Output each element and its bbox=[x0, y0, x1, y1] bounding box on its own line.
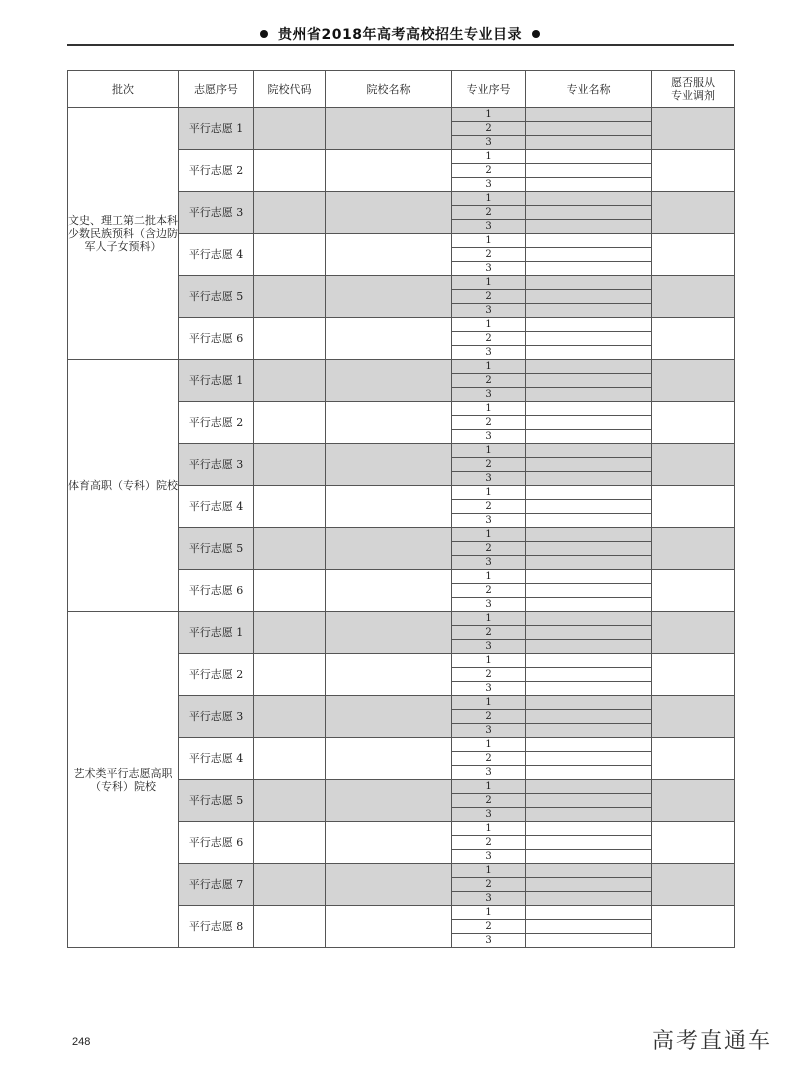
major-name-field[interactable] bbox=[526, 598, 652, 612]
school-code-field[interactable] bbox=[254, 318, 326, 360]
school-name-field[interactable] bbox=[326, 864, 452, 906]
major-seq-number: 3 bbox=[452, 892, 526, 906]
major-seq-number: 3 bbox=[452, 556, 526, 570]
major-seq-number: 2 bbox=[452, 374, 526, 388]
major-name-field[interactable] bbox=[526, 514, 652, 528]
major-seq-number: 3 bbox=[452, 640, 526, 654]
major-seq-number: 3 bbox=[452, 178, 526, 192]
major-name-field[interactable] bbox=[526, 164, 652, 178]
adjust-field[interactable] bbox=[652, 234, 735, 276]
major-name-field[interactable] bbox=[526, 920, 652, 934]
major-name-field[interactable] bbox=[526, 304, 652, 318]
major-seq-number: 2 bbox=[452, 248, 526, 262]
major-seq-number: 1 bbox=[452, 360, 526, 374]
major-name-field[interactable] bbox=[526, 766, 652, 780]
major-name-field[interactable] bbox=[526, 360, 652, 374]
major-seq-number: 1 bbox=[452, 612, 526, 626]
school-name-field[interactable] bbox=[326, 570, 452, 612]
adjust-field[interactable] bbox=[652, 192, 735, 234]
major-seq-number: 2 bbox=[452, 206, 526, 220]
choice-label: 平行志愿 3 bbox=[179, 696, 254, 738]
col-adjust: 愿否服从专业调剂 bbox=[652, 71, 735, 108]
school-name-field[interactable] bbox=[326, 276, 452, 318]
major-name-field[interactable] bbox=[526, 416, 652, 430]
school-code-field[interactable] bbox=[254, 612, 326, 654]
major-name-field[interactable] bbox=[526, 738, 652, 752]
choice-label: 平行志愿 3 bbox=[179, 192, 254, 234]
school-code-field[interactable] bbox=[254, 150, 326, 192]
school-name-field[interactable] bbox=[326, 402, 452, 444]
major-name-field[interactable] bbox=[526, 570, 652, 584]
major-seq-number: 2 bbox=[452, 626, 526, 640]
adjust-field[interactable] bbox=[652, 696, 735, 738]
major-seq-number: 3 bbox=[452, 598, 526, 612]
major-name-field[interactable] bbox=[526, 374, 652, 388]
major-name-field[interactable] bbox=[526, 906, 652, 920]
major-name-field[interactable] bbox=[526, 696, 652, 710]
major-seq-number: 2 bbox=[452, 794, 526, 808]
choice-label: 平行志愿 6 bbox=[179, 570, 254, 612]
school-name-field[interactable] bbox=[326, 360, 452, 402]
school-name-field[interactable] bbox=[326, 906, 452, 948]
major-seq-number: 2 bbox=[452, 878, 526, 892]
col-school-name: 院校名称 bbox=[326, 71, 452, 108]
col-choice-no: 志愿序号 bbox=[179, 71, 254, 108]
school-name-field[interactable] bbox=[326, 738, 452, 780]
major-name-field[interactable] bbox=[526, 444, 652, 458]
bullet-icon bbox=[532, 30, 540, 38]
major-name-field[interactable] bbox=[526, 346, 652, 360]
major-name-field[interactable] bbox=[526, 458, 652, 472]
school-name-field[interactable] bbox=[326, 234, 452, 276]
major-seq-number: 2 bbox=[452, 416, 526, 430]
major-seq-number: 1 bbox=[452, 318, 526, 332]
major-name-field[interactable] bbox=[526, 486, 652, 500]
major-name-field[interactable] bbox=[526, 542, 652, 556]
school-code-field[interactable] bbox=[254, 864, 326, 906]
major-seq-number: 2 bbox=[452, 332, 526, 346]
major-name-field[interactable] bbox=[526, 710, 652, 724]
major-name-field[interactable] bbox=[526, 808, 652, 822]
school-name-field[interactable] bbox=[326, 192, 452, 234]
major-name-field[interactable] bbox=[526, 500, 652, 514]
major-seq-number: 1 bbox=[452, 654, 526, 668]
major-name-field[interactable] bbox=[526, 682, 652, 696]
adjust-field[interactable] bbox=[652, 864, 735, 906]
school-name-field[interactable] bbox=[326, 780, 452, 822]
major-name-field[interactable] bbox=[526, 136, 652, 150]
major-name-field[interactable] bbox=[526, 234, 652, 248]
major-name-field[interactable] bbox=[526, 332, 652, 346]
school-code-field[interactable] bbox=[254, 234, 326, 276]
major-seq-number: 3 bbox=[452, 430, 526, 444]
major-name-field[interactable] bbox=[526, 150, 652, 164]
school-code-field[interactable] bbox=[254, 528, 326, 570]
major-name-field[interactable] bbox=[526, 850, 652, 864]
major-seq-number: 3 bbox=[452, 808, 526, 822]
major-seq-number: 1 bbox=[452, 780, 526, 794]
major-seq-number: 3 bbox=[452, 934, 526, 948]
major-seq-number: 2 bbox=[452, 710, 526, 724]
major-name-field[interactable] bbox=[526, 528, 652, 542]
col-school-code: 院校代码 bbox=[254, 71, 326, 108]
batch-cell: 艺术类平行志愿高职（专科）院校 bbox=[68, 612, 179, 948]
major-seq-number: 3 bbox=[452, 766, 526, 780]
major-name-field[interactable] bbox=[526, 640, 652, 654]
school-name-field[interactable] bbox=[326, 822, 452, 864]
major-name-field[interactable] bbox=[526, 864, 652, 878]
school-code-field[interactable] bbox=[254, 276, 326, 318]
adjust-field[interactable] bbox=[652, 360, 735, 402]
school-name-field[interactable] bbox=[326, 150, 452, 192]
major-name-field[interactable] bbox=[526, 108, 652, 122]
major-name-field[interactable] bbox=[526, 276, 652, 290]
school-code-field[interactable] bbox=[254, 780, 326, 822]
major-seq-number: 3 bbox=[452, 136, 526, 150]
adjust-field[interactable] bbox=[652, 108, 735, 150]
major-name-field[interactable] bbox=[526, 626, 652, 640]
major-seq-number: 3 bbox=[452, 724, 526, 738]
major-seq-number: 3 bbox=[452, 304, 526, 318]
col-major-seq: 专业序号 bbox=[452, 71, 526, 108]
choice-label: 平行志愿 4 bbox=[179, 486, 254, 528]
major-seq-number: 1 bbox=[452, 402, 526, 416]
major-seq-number: 3 bbox=[452, 682, 526, 696]
school-code-field[interactable] bbox=[254, 822, 326, 864]
adjust-field[interactable] bbox=[652, 738, 735, 780]
major-seq-number: 3 bbox=[452, 388, 526, 402]
school-name-field[interactable] bbox=[326, 318, 452, 360]
major-seq-number: 2 bbox=[452, 584, 526, 598]
major-name-field[interactable] bbox=[526, 654, 652, 668]
major-seq-number: 3 bbox=[452, 472, 526, 486]
choice-label: 平行志愿 1 bbox=[179, 612, 254, 654]
major-name-field[interactable] bbox=[526, 248, 652, 262]
major-seq-number: 3 bbox=[452, 850, 526, 864]
major-seq-number: 1 bbox=[452, 822, 526, 836]
major-seq-number: 3 bbox=[452, 514, 526, 528]
major-seq-number: 2 bbox=[452, 752, 526, 766]
major-name-field[interactable] bbox=[526, 472, 652, 486]
major-name-field[interactable] bbox=[526, 206, 652, 220]
adjust-field[interactable] bbox=[652, 528, 735, 570]
major-name-field[interactable] bbox=[526, 220, 652, 234]
major-name-field[interactable] bbox=[526, 556, 652, 570]
major-seq-number: 1 bbox=[452, 864, 526, 878]
major-name-field[interactable] bbox=[526, 878, 652, 892]
adjust-field[interactable] bbox=[652, 906, 735, 948]
adjust-field[interactable] bbox=[652, 822, 735, 864]
adjust-field[interactable] bbox=[652, 402, 735, 444]
page-header bbox=[0, 24, 800, 44]
major-seq-number: 2 bbox=[452, 122, 526, 136]
major-seq-number: 2 bbox=[452, 836, 526, 850]
major-seq-number: 1 bbox=[452, 570, 526, 584]
table-header-row bbox=[68, 71, 735, 108]
major-name-field[interactable] bbox=[526, 388, 652, 402]
school-code-field[interactable] bbox=[254, 192, 326, 234]
batch-cell: 文史、理工第二批本科少数民族预科（含边防军人子女预科） bbox=[68, 108, 179, 360]
major-name-field[interactable] bbox=[526, 780, 652, 794]
school-code-field[interactable] bbox=[254, 360, 326, 402]
school-code-field[interactable] bbox=[254, 402, 326, 444]
school-name-field[interactable] bbox=[326, 612, 452, 654]
col-batch: 批次 bbox=[68, 71, 179, 108]
major-seq-number: 1 bbox=[452, 108, 526, 122]
major-seq-number: 2 bbox=[452, 542, 526, 556]
major-name-field[interactable] bbox=[526, 290, 652, 304]
school-name-field[interactable] bbox=[326, 654, 452, 696]
choice-label: 平行志愿 5 bbox=[179, 276, 254, 318]
watermark: 高考直通车 bbox=[651, 1029, 772, 1054]
school-code-field[interactable] bbox=[254, 444, 326, 486]
table-row bbox=[68, 108, 735, 122]
major-seq-number: 1 bbox=[452, 192, 526, 206]
major-name-field[interactable] bbox=[526, 892, 652, 906]
choice-label: 平行志愿 4 bbox=[179, 738, 254, 780]
choice-label: 平行志愿 5 bbox=[179, 780, 254, 822]
major-seq-number: 1 bbox=[452, 234, 526, 248]
major-seq-number: 2 bbox=[452, 164, 526, 178]
page-number: 248 bbox=[72, 1036, 91, 1048]
adjust-field[interactable] bbox=[652, 318, 735, 360]
major-name-field[interactable] bbox=[526, 612, 652, 626]
major-name-field[interactable] bbox=[526, 836, 652, 850]
major-name-field[interactable] bbox=[526, 934, 652, 948]
school-code-field[interactable] bbox=[254, 486, 326, 528]
adjust-field[interactable] bbox=[652, 780, 735, 822]
major-name-field[interactable] bbox=[526, 822, 652, 836]
col-major-name: 专业名称 bbox=[526, 71, 652, 108]
major-name-field[interactable] bbox=[526, 122, 652, 136]
adjust-field[interactable] bbox=[652, 486, 735, 528]
choice-label: 平行志愿 1 bbox=[179, 360, 254, 402]
major-seq-number: 2 bbox=[452, 458, 526, 472]
choice-label: 平行志愿 2 bbox=[179, 150, 254, 192]
major-seq-number: 1 bbox=[452, 528, 526, 542]
adjust-field[interactable] bbox=[652, 612, 735, 654]
major-seq-number: 2 bbox=[452, 668, 526, 682]
major-seq-number: 1 bbox=[452, 150, 526, 164]
application-form-table bbox=[67, 70, 735, 948]
school-code-field[interactable] bbox=[254, 108, 326, 150]
major-name-field[interactable] bbox=[526, 192, 652, 206]
major-seq-number: 1 bbox=[452, 906, 526, 920]
choice-label: 平行志愿 6 bbox=[179, 822, 254, 864]
major-name-field[interactable] bbox=[526, 752, 652, 766]
major-name-field[interactable] bbox=[526, 794, 652, 808]
major-seq-number: 3 bbox=[452, 220, 526, 234]
major-seq-number: 1 bbox=[452, 444, 526, 458]
major-seq-number: 1 bbox=[452, 696, 526, 710]
choice-label: 平行志愿 6 bbox=[179, 318, 254, 360]
major-name-field[interactable] bbox=[526, 724, 652, 738]
major-name-field[interactable] bbox=[526, 262, 652, 276]
adjust-field[interactable] bbox=[652, 444, 735, 486]
major-name-field[interactable] bbox=[526, 318, 652, 332]
adjust-field[interactable] bbox=[652, 276, 735, 318]
adjust-field[interactable] bbox=[652, 570, 735, 612]
major-seq-number: 1 bbox=[452, 276, 526, 290]
choice-label: 平行志愿 4 bbox=[179, 234, 254, 276]
choice-label: 平行志愿 2 bbox=[179, 402, 254, 444]
school-name-field[interactable] bbox=[326, 444, 452, 486]
table-row bbox=[68, 612, 735, 626]
major-seq-number: 3 bbox=[452, 346, 526, 360]
school-code-field[interactable] bbox=[254, 570, 326, 612]
major-name-field[interactable] bbox=[526, 668, 652, 682]
major-name-field[interactable] bbox=[526, 430, 652, 444]
adjust-field[interactable] bbox=[652, 654, 735, 696]
header-title: 贵州省2018年高考高校招生专业目录 bbox=[278, 27, 522, 43]
choice-label: 平行志愿 7 bbox=[179, 864, 254, 906]
school-code-field[interactable] bbox=[254, 738, 326, 780]
major-seq-number: 1 bbox=[452, 486, 526, 500]
major-seq-number: 2 bbox=[452, 290, 526, 304]
choice-label: 平行志愿 3 bbox=[179, 444, 254, 486]
school-name-field[interactable] bbox=[326, 696, 452, 738]
major-seq-number: 2 bbox=[452, 500, 526, 514]
school-code-field[interactable] bbox=[254, 906, 326, 948]
choice-label: 平行志愿 2 bbox=[179, 654, 254, 696]
table-row bbox=[68, 360, 735, 374]
school-name-field[interactable] bbox=[326, 528, 452, 570]
major-seq-number: 2 bbox=[452, 920, 526, 934]
major-seq-number: 1 bbox=[452, 738, 526, 752]
major-name-field[interactable] bbox=[526, 584, 652, 598]
adjust-field[interactable] bbox=[652, 150, 735, 192]
school-code-field[interactable] bbox=[254, 654, 326, 696]
school-name-field[interactable] bbox=[326, 486, 452, 528]
major-name-field[interactable] bbox=[526, 178, 652, 192]
bullet-icon bbox=[260, 30, 268, 38]
batch-cell: 体育高职（专科）院校 bbox=[68, 360, 179, 612]
choice-label: 平行志愿 8 bbox=[179, 906, 254, 948]
choice-label: 平行志愿 5 bbox=[179, 528, 254, 570]
header-rule bbox=[67, 44, 734, 46]
school-name-field[interactable] bbox=[326, 108, 452, 150]
major-seq-number: 3 bbox=[452, 262, 526, 276]
school-code-field[interactable] bbox=[254, 696, 326, 738]
major-name-field[interactable] bbox=[526, 402, 652, 416]
choice-label: 平行志愿 1 bbox=[179, 108, 254, 150]
